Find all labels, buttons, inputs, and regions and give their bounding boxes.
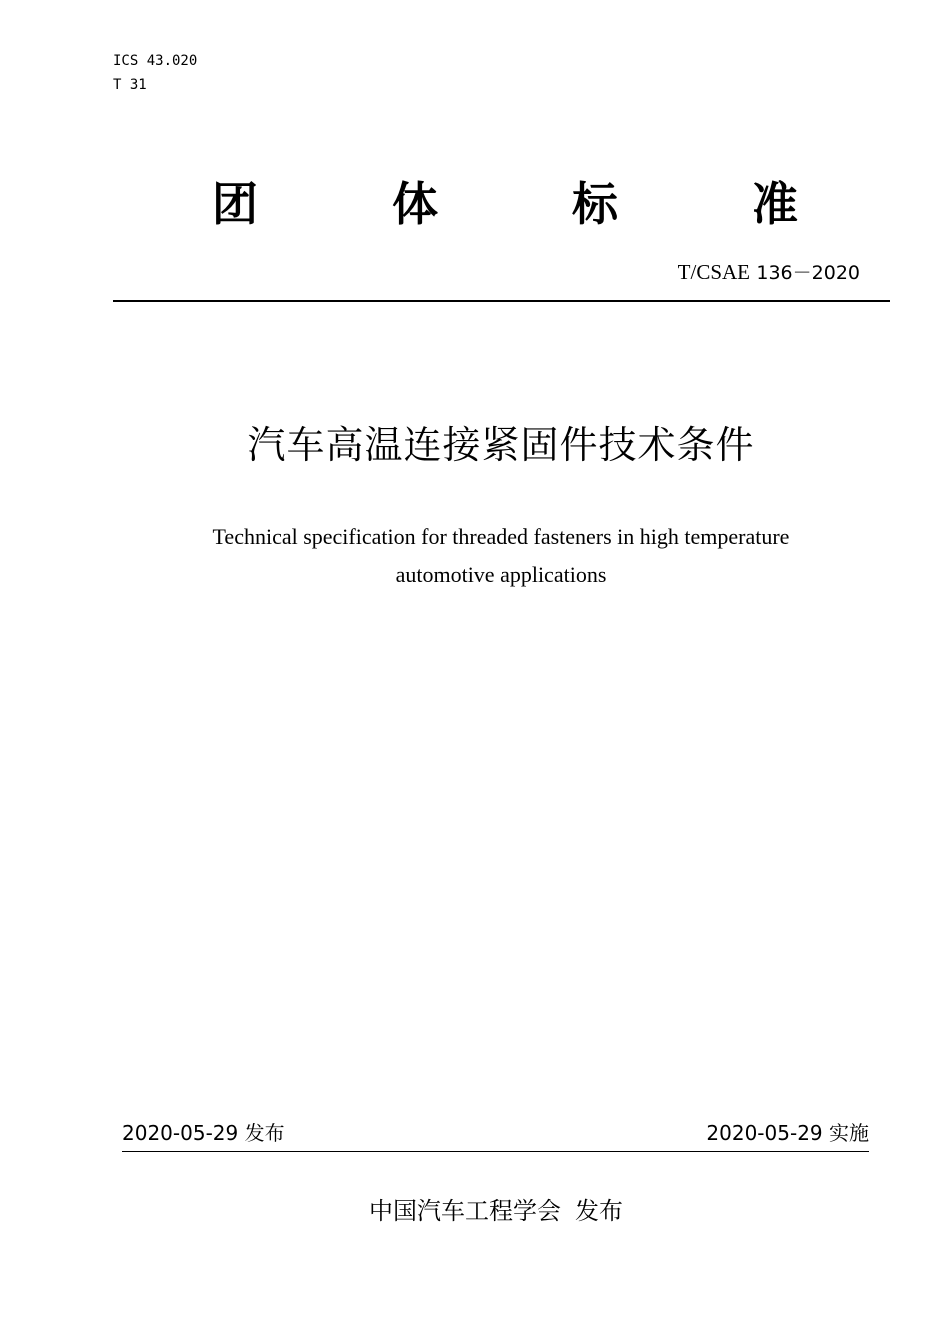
english-title-line: automotive applications [395,562,607,587]
standard-type-char: 准 [752,177,798,231]
publish-date: 2020-05-29 发布 [122,1121,285,1145]
date-row [122,1118,869,1148]
standard-code [678,258,860,287]
ics-code: ICS 43.020 [113,53,198,69]
standard-type-char: 体 [392,177,438,231]
implementation-date: 2020-05-29 实施 [706,1121,869,1145]
standard-type-heading [180,172,830,236]
document-title-chinese: 汽车高温连接紧固件技术条件 [247,423,755,467]
standard-code-prefix: T/CSAE [677,260,751,284]
publisher-line [0,1194,950,1228]
classification-codes [113,49,197,97]
document-title-english [0,518,950,594]
standard-type-char: 标 [572,177,618,231]
footer-divider [122,1151,869,1152]
standard-type-char: 团 [212,177,258,231]
header-divider [113,300,890,302]
publisher-name: 中国汽车工程学会 [369,1197,561,1225]
publisher-action: 发布 [575,1197,623,1225]
english-title-line: Technical specification for threaded fasteners in high temperature [212,524,790,549]
standard-code-number: 136－2020 [756,262,860,284]
category-code: T 31 [113,77,147,93]
